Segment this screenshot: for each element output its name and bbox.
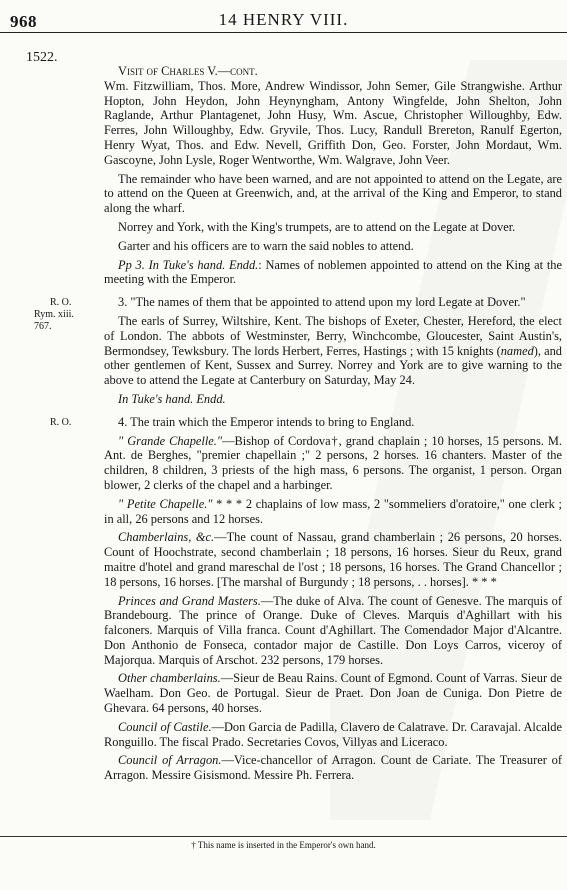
paragraph-remainder: The remainder who have been warned, and are not appointed to attend on the Legate, are to attend on the Queen at Greenwich, and, at the arrival of the King and Emperor, to stand along the wharf.	[104, 171, 562, 216]
council-arragon	[104, 753, 562, 783]
council-castile-text: —Don Garcia de Padilla, Clavero de Calatrave. Dr. Caravajal. Alcalde Ronguillo. The fiscal Prado. Secretaries Covos, Villyas and Liceraco.	[104, 719, 563, 749]
visit-section	[0, 64, 567, 287]
petite-chapelle	[104, 497, 562, 527]
endorsement-italic: Pp 3. In Tuke's hand. Endd.	[118, 257, 259, 272]
margin-reference	[34, 297, 104, 333]
council-castile-head: Council of Castile.	[118, 719, 212, 734]
page-number: 968	[10, 12, 37, 31]
other-chamberlains	[104, 671, 562, 715]
paragraph-norrey: Norrey and York, with the King's trumpets, are to attend on the Legate at Dover.	[118, 219, 516, 234]
header-rule	[0, 32, 567, 33]
document-body	[0, 64, 567, 791]
princes-text: —The duke of Alva. The count of Genesve. The marquis of Brandebourg. The prince of Orange. Duke of Cleves. Marquis d'Aghillart with his falconers. Marquis of Villa franca. Count d'Aghillart. The Comendador Major d'Alcantre. Don Anthonio de Fonseca, contador major de Castille. Don Loys Carros, viceroy of Majorqua. Marquis of Arschot. 232 persons, 179 horses.	[104, 593, 562, 667]
petite-chapelle-text: * * * 2 chaplains of low mass, 2 "sommeliers d'oratoire," one clerk ; in all, 26 persons and 12 horses.	[104, 496, 562, 526]
other-chamberlains-head: Other chamberlains.	[118, 671, 221, 686]
item-3-heading: 3. "The names of them that be appointed to attend upon my lord Legate at Dover."	[118, 295, 526, 310]
petite-chapelle-head: " Petite Chapelle."	[118, 496, 213, 511]
margin-ro: R. O.	[50, 297, 72, 309]
chamberlains-head: Chamberlains, &c.	[118, 530, 215, 545]
margin-reference	[50, 417, 120, 429]
endorsement-text: : Names of noblemen appointed to attend on the King at the meeting with the Emperor.	[104, 257, 562, 287]
item-3-body	[104, 314, 562, 388]
item-4-heading: 4. The train which the Emperor intends to bring to England.	[118, 414, 415, 429]
footnote: † This name is inserted in the Emperor's own hand.	[191, 840, 376, 850]
margin-rymer: Rym. xiii. 767.	[34, 309, 74, 333]
chamberlains-text: —The count of Nassau, grand chamberlain ; 26 persons, 20 horses. Count of Hoochstrate, second chamberlain ; 18 persons, 16 horses. Sieur du Reux, grand maitre d'hotel and grand mareschal de l'ost ; 18 persons, 16 horses. The Grand Chancellor ; 18 persons, 16 horses. [The marshal of Burgundy ; 18 persons, . . horses]. * * *	[104, 530, 563, 589]
footnote-rule	[0, 836, 567, 837]
princes-head: Princes and Grand Masters.	[118, 593, 261, 608]
item-3-endorsement: In Tuke's hand. Endd.	[118, 391, 226, 406]
item-3	[0, 295, 567, 407]
council-arragon-text: —Vice-chancellor of Arragon. Count de Cariate. The Treasurer of Arragon. Messire Gisismond. Messire Ph. Ferrera.	[104, 753, 562, 783]
grande-chapelle-head: " Grande Chapelle."	[118, 433, 223, 448]
grande-chapelle	[104, 434, 562, 493]
council-arragon-head: Council of Arragon.	[118, 753, 222, 768]
margin-ro: R. O.	[50, 416, 72, 428]
paragraph-garter: Garter and his officers are to warn the said nobles to attend.	[118, 238, 414, 253]
grande-chapelle-text: —Bishop of Cordova†, grand chaplain ; 10 horses, 15 persons. M. Ant. de Berghes, "premier chapellain ;" 2 persons, 2 horses. 16 chanters. Master of the children, 8 children, 3 priests of the high mass, 6 persons. The organist, 1 person. Organ blower, 2 clerks of the chapel and a harbinger.	[104, 433, 562, 492]
running-title: 14 HENRY VIII.	[218, 10, 349, 29]
council-castile	[104, 720, 562, 750]
item-4	[0, 415, 567, 783]
item-3-italic: named	[500, 343, 534, 358]
section-title: Visit of Charles V.—cont.	[118, 64, 258, 78]
item-3-text-a: The earls of Surrey, Wiltshire, Kent. The bishops of Exeter, Chester, Hereford, the elect of London. The abbots of Westminster, Berry, Winchcombe, Gloucester, Saint Austin's, Bermondsey, Tewksbury. The lords Herbert, Ferres, Hastings ; with 15 knights (	[104, 313, 562, 358]
item-3-text-b: ), and other gentlemen of Kent, Sussex and Surrey. Norrey and York are to give warning to the above to attend the Legate at Canterbury on Saturday, May 24.	[104, 343, 563, 388]
other-chamberlains-text: —Sieur de Beau Rains. Count of Egmond. Count of Varras. Sieur de Waelham. Don Geo. de Portugal. Sieur de Praet. Don Joan de Cuniga. Don Pietre de Ghevara. 64 persons, 40 horses.	[104, 671, 563, 716]
paragraph-endorsement	[104, 258, 562, 288]
princes	[104, 594, 562, 668]
chamberlains	[104, 530, 562, 589]
paragraph-names: Wm. Fitzwilliam, Thos. More, Andrew Windissor, John Semer, Gile Strangwishe. Arthur Hopton, John Heydon, John Heynyngham, Antony Wingfelde, John Shelton, John Raglande, Arthur Plantagenet, John Husy, Wm. Ascue, Christopher Willoughby, Edw. Ferres, John Willoughby, Edw. Gryvile, Thos. Lucy, Randull Brereton, Ranulf Egerton, Henry Wyat, Thos. and Edw. Nevell, Griffith Don, Geo. Forster, John Mordaut, Wm. Gascoyne, John Lysle, Roger Wentworthe, Wm. Walgrave, John Veer.	[104, 78, 562, 167]
year-label: 1522.	[26, 50, 58, 65]
page-header	[0, 10, 567, 34]
